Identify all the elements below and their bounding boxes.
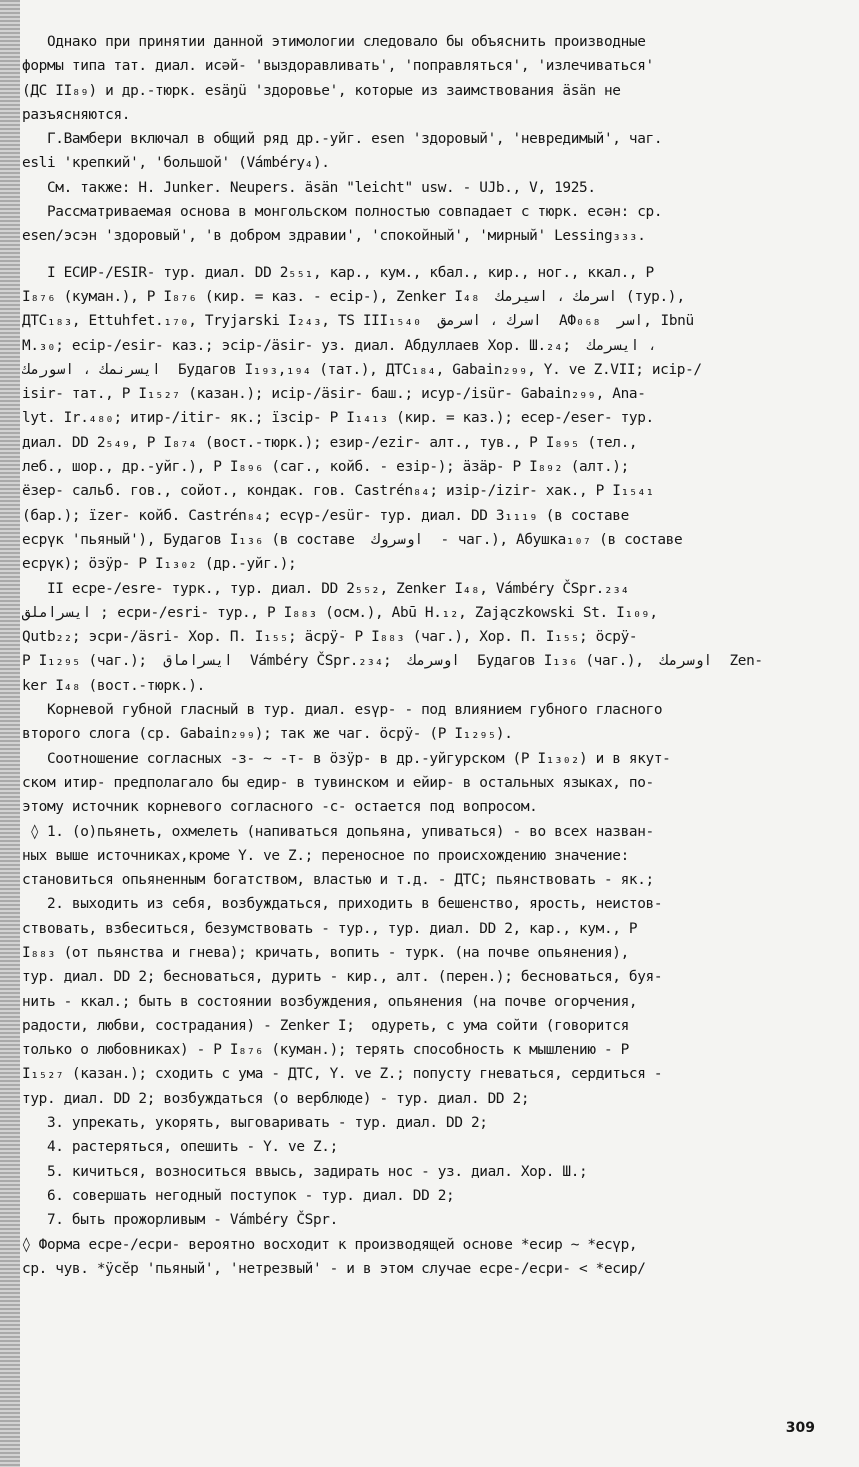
- text-line: ных выше источниках,кроме Y. ve Z.; переносное по происхождению значение:: [22, 847, 629, 864]
- text-line: тур. диал. DD 2; возбуждаться (о верблюде) - тур. диал. DD 2;: [22, 1090, 530, 1107]
- text-line: тур. диал. DD 2; бесноваться, дурить - кир., алт. (перен.); бесноваться, буя-: [22, 969, 663, 986]
- text-line: Рассматриваемая основа в монгольском полностью совпадает с тюрк. есән: ср.: [22, 204, 663, 221]
- text-line: I ЕСИР-/ESIR- тур. диал. DD 2₅₅₁, кар., кум., кбал., кир., ног., ккал., Р: [22, 264, 654, 281]
- text-line: См. также: H. Junker. Neupers. äsän "leicht" usw. - UJb., V, 1925.: [22, 179, 596, 196]
- text-line: ايسرنمك ، اسورمك Будагов I₁₉₃,₁₉₄ (тат.), ДТС₁₈₄, Gabain₂₉₉, Y. ve Z.VII; исір-/: [22, 361, 702, 378]
- text-line: Соотношение согласных -з- ~ -т- в öзÿр- в др.-уйгурском (Р I₁₃₀₂) и в якут-: [22, 750, 671, 767]
- text-line: ДТС₁₈₃, Ettuhfet.₁₇₀, Tryjarski I₂₄₃, TS III₁₅₄₀ اسرك ، اسرمق АФ₀₆₈ اسر, Ibnü: [22, 313, 694, 330]
- text-line: ◊ 1. (о)пьянеть, охмелеть (напиваться допьяна, упиваться) - во всех назван-: [22, 823, 654, 840]
- text-line: 6. совершать негодный поступок - тур. диал. DD 2;: [22, 1187, 455, 1204]
- document-text: [22, 30, 837, 1281]
- text-line: Г.Вамбери включал в общий ряд др.-уйг. esen 'здоровый', 'невредимый', чаг.: [22, 131, 663, 148]
- text-line: ср. чув. *ÿсӗр 'пьяный', 'нетрезвый' - и в этом случае есре-/есри- < *есир/: [22, 1260, 646, 1277]
- text-line: (ДС II₈₉) и др.-тюрк. esäŋü 'здоровье', которые из заимствования äsän не: [22, 82, 621, 99]
- text-line: становиться опьяненным богатством, властью и т.д. - ДТС; пьянствовать - як.;: [22, 872, 654, 889]
- text-line: [22, 249, 837, 261]
- text-line: ствовать, взбеситься, безумствовать - тур., тур. диал. DD 2, кар., кум., Р: [22, 920, 638, 937]
- text-line: II есре-/esre- турк., тур. диал. DD 2₅₅₂, Zenker I₄₈, Vámbéry ČSpr.₂₃₄: [22, 580, 629, 597]
- text-line: есрүк 'пьяный'), Будагов I₁₃₆ (в составе اوسروك - чаг.), Абушка₁₀₇ (в составе: [22, 531, 683, 548]
- text-line: M.₃₀; есір-/esir- каз.; эсір-/äsir- уз. диал. Абдуллаев Хор. Ш.₂₄; ايسرمك ،: [22, 337, 657, 354]
- text-line: леб., шор., др.-уйг.), Р I₈₉₆ (саг., койб. - езір-); äзäр- Р I₈₉₂ (алт.);: [22, 459, 629, 476]
- text-line: 7. быть прожорливым - Vámbéry ČSpr.: [22, 1212, 338, 1229]
- text-line: Корневой губной гласный в тур. диал. esүр- - под влиянием губного гласного: [22, 702, 663, 719]
- text-line: I₈₇₆ (куман.), Р I₈₇₆ (кир. = каз. - есір-), Zenker I₄₈ اسرمك ، اسيرمك (тур.),: [22, 288, 686, 305]
- text-line: 5. кичиться, возноситься ввысь, задирать нос - уз. диал. Хор. Ш.;: [22, 1163, 588, 1180]
- text-line: esen/эсэн 'здоровый', 'в добром здравии', 'спокойный', 'мирный' Lessing₃₃₃.: [22, 228, 646, 245]
- text-line: есрүк); öзÿр- Р I₁₃₀₂ (др.-уйг.);: [22, 556, 297, 573]
- text-line: разъясняются.: [22, 106, 131, 123]
- text-line: ker I₄₈ (вост.-тюрк.).: [22, 677, 205, 694]
- text-line: (бар.); ïzer- койб. Castrén₈₄; есүр-/esür- тур. диал. DD 3₁₁₁₉ (в составе: [22, 507, 629, 524]
- text-line: Р I₁₂₉₅ (чаг.); ايسراماق Vámbéry ČSpr.₂₃₄; اوسرمك Будагов I₁₃₆ (чаг.), اوسرمك Zen-: [22, 653, 763, 670]
- text-line: ◊ Форма есре-/есри- вероятно восходит к производящей основе *есир ~ *есүр,: [22, 1236, 638, 1253]
- page-number: 309: [785, 1420, 815, 1436]
- text-line: только о любовниках) - Р I₈₇₆ (куман.); терять способность к мышлению - Р: [22, 1042, 629, 1059]
- text-line: второго слога (ср. Gabain₂₉₉); так же чаг. öсрÿ- (Р I₁₂₉₅).: [22, 726, 513, 743]
- text-line: 4. растеряться, опешить - Y. ve Z.;: [22, 1139, 338, 1156]
- text-line: 2. выходить из себя, возбуждаться, приходить в бешенство, ярость, неистов-: [22, 896, 663, 913]
- text-line: Однако при принятии данной этимологии следовало бы объяснить производные: [22, 34, 646, 50]
- text-line: ском итир- предполагало бы едир- в тувинском и ейир- в остальных языках, по-: [22, 774, 654, 791]
- text-line: диал. DD 2₅₄₉, Р I₈₇₄ (вост.-тюрк.); езир-/ezir- алт., тув., Р I₈₉₅ (тел.,: [22, 434, 638, 451]
- text-line: радости, любви, сострадания) - Zenker I; одуреть, с ума сойти (говорится: [22, 1017, 629, 1034]
- text-line: ёзер- сальб. гов., сойот., кондак. гов. Castrén₈₄; изір-/izir- хак., Р I₁₅₄₁: [22, 483, 654, 500]
- scan-binding-edge: [0, 0, 20, 1467]
- text-line: isir- тат., Р I₁₅₂₇ (казан.); исір-/äsir- баш.; исур-/isür- Gabain₂₉₉, Ana-: [22, 386, 646, 403]
- text-line: 3. упрекать, укорять, выговаривать - тур. диал. DD 2;: [22, 1115, 488, 1132]
- text-line: этому источник корневого согласного -с- остается под вопросом.: [22, 799, 538, 816]
- text-line: нить - ккал.; быть в состоянии возбуждения, опьянения (на почве огорчения,: [22, 993, 638, 1010]
- text-line: I₈₈₃ (от пьянства и гнева); кричать, вопить - турк. (на почве опьянения),: [22, 944, 629, 961]
- text-line: Qutb₂₂; эсри-/äsri- Хор. П. I₁₅₅; äсрÿ- Р I₈₈₃ (чаг.), Хор. П. I₁₅₅; öсрÿ-: [22, 629, 638, 646]
- text-line: ايسراملق ; есри-/esri- тур., Р I₈₈₃ (осм.), Abū H.₁₂, Zajączkowski St. I₁₀₉,: [22, 604, 658, 621]
- text-line: I₁₅₂₇ (казан.); сходить с ума - ДТС, Y. ve Z.; попусту гневаться, сердиться -: [22, 1066, 663, 1083]
- text-line: формы типа тат. диал. исәй- 'выздоравливать', 'поправляться', 'излечиваться': [22, 58, 654, 75]
- text-line: lyt. Ir.₄₈₀; итир-/itir- як.; ïзcip- Р I₁₄₁₃ (кир. = каз.); есер-/eser- тур.: [22, 410, 654, 427]
- text-line: esli 'крепкий', 'большой' (Vámbéry₄).: [22, 155, 330, 172]
